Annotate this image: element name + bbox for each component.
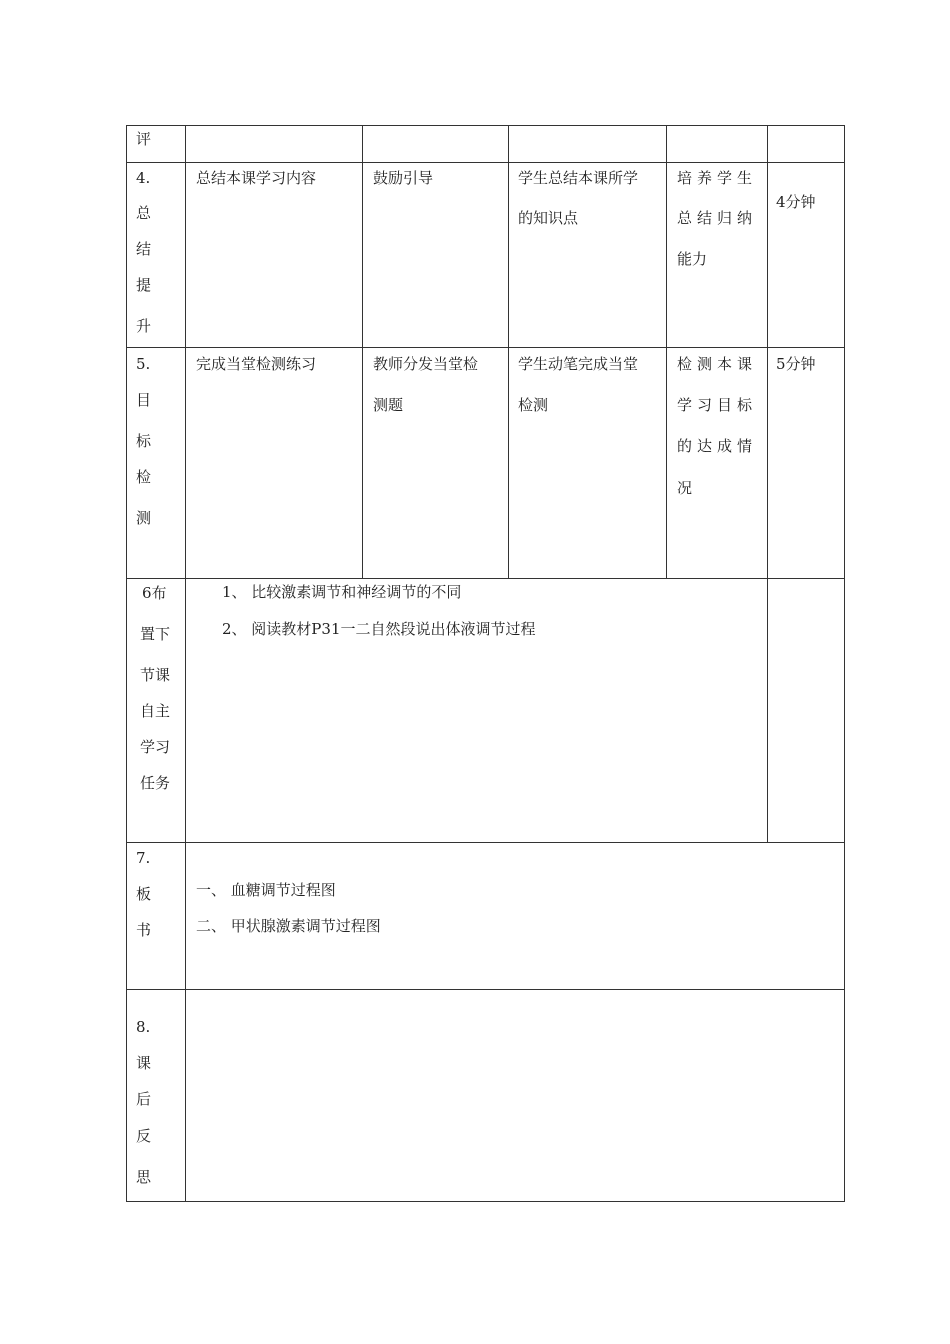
stage-label: 7. xyxy=(136,849,151,867)
content-cell: 总结本课学习内容 xyxy=(196,169,317,187)
col-border xyxy=(185,125,186,1202)
stage-label: 提 xyxy=(136,276,152,294)
stage-label: 学习 xyxy=(140,738,171,756)
student-cell: 检测 xyxy=(518,396,549,414)
time-cell: 5分钟 xyxy=(776,355,816,373)
stage-label: 升 xyxy=(136,317,152,335)
stage-label: 置下 xyxy=(140,625,171,643)
intent-cell: 能力 xyxy=(677,250,708,268)
col-border xyxy=(767,125,768,843)
stage-label: 板 xyxy=(136,885,152,903)
stage-label: 5. xyxy=(136,355,151,373)
stage-label: 总 xyxy=(136,204,152,222)
task-item: 2、 阅读教材P31一二自然段说出体液调节过程 xyxy=(222,620,536,638)
row-border xyxy=(126,842,845,843)
stage-label: 书 xyxy=(136,921,152,939)
row-border xyxy=(126,125,845,126)
row-border xyxy=(126,162,845,163)
stage-label: 8. xyxy=(136,1018,151,1036)
stage-label: 测 xyxy=(136,509,152,527)
board-item: 一、 血糖调节过程图 xyxy=(196,881,336,899)
content-cell: 完成当堂检测练习 xyxy=(196,355,317,373)
time-cell: 4分钟 xyxy=(776,193,816,211)
col-border xyxy=(126,125,127,1202)
teacher-cell: 测题 xyxy=(373,396,404,414)
col-border xyxy=(666,125,667,579)
row-border xyxy=(126,989,845,990)
intent-cell: 检测本课 xyxy=(677,355,758,373)
stage-label: 检 xyxy=(136,468,152,486)
task-item: 1、 比较激素调节和神经调节的不同 xyxy=(222,583,462,601)
teacher-cell: 教师分发当堂检 xyxy=(373,355,479,373)
board-item: 二、 甲状腺激素调节过程图 xyxy=(196,917,381,935)
stage-label: 结 xyxy=(136,240,152,258)
stage-label: 4. xyxy=(136,169,151,187)
col-border xyxy=(362,125,363,579)
stage-label: 任务 xyxy=(140,774,171,792)
student-cell: 学生动笔完成当堂 xyxy=(518,355,639,373)
row-border xyxy=(126,347,845,348)
intent-cell: 培养学生 xyxy=(677,169,758,187)
row-border xyxy=(126,578,845,579)
col-border xyxy=(508,125,509,579)
student-cell: 的知识点 xyxy=(518,209,579,227)
stage-label: 思 xyxy=(136,1168,152,1186)
stage-label: 节课 xyxy=(140,666,171,684)
stage-label: 自主 xyxy=(140,702,171,720)
stage-label: 6布 xyxy=(142,584,167,602)
col-border xyxy=(844,125,845,1202)
stage-label: 后 xyxy=(136,1090,152,1108)
student-cell: 学生总结本课所学 xyxy=(518,169,639,187)
stage-label: 标 xyxy=(136,432,152,450)
stage-label: 课 xyxy=(136,1054,152,1072)
intent-cell: 的达成情 xyxy=(677,437,758,455)
stage-label: 评 xyxy=(136,130,152,148)
intent-cell: 总结归纳 xyxy=(677,209,758,227)
stage-label: 目 xyxy=(136,391,152,409)
teacher-cell: 鼓励引导 xyxy=(373,169,434,187)
intent-cell: 况 xyxy=(677,479,693,497)
stage-label: 反 xyxy=(136,1127,152,1145)
intent-cell: 学习目标 xyxy=(677,396,758,414)
row-border xyxy=(126,1201,845,1202)
